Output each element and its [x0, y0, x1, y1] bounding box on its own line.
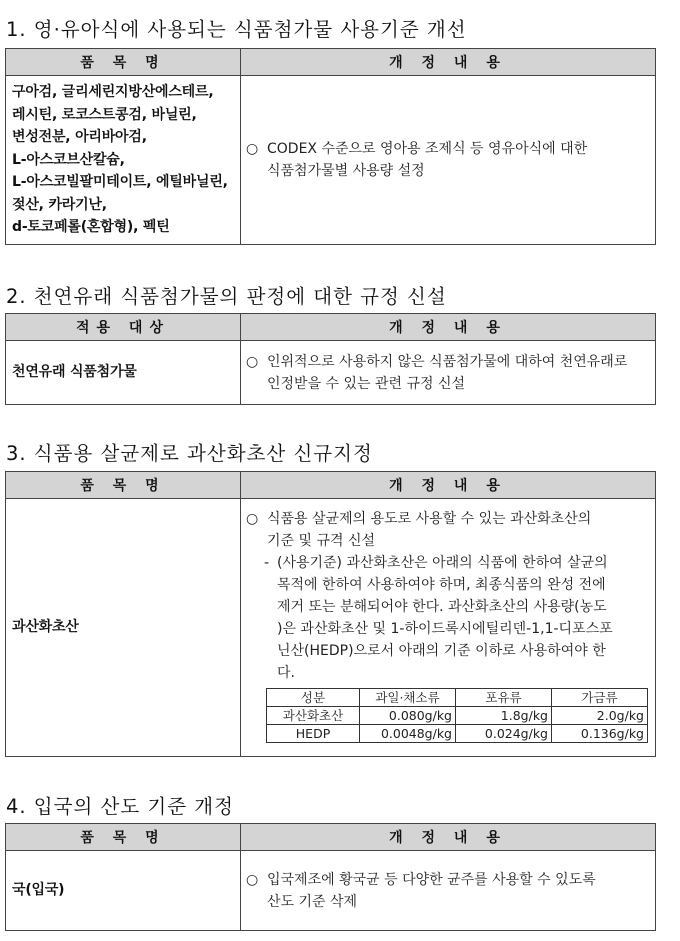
section-title-1: 1. 영·유아식에 사용되는 식품첨가물 사용기준 개선: [6, 18, 467, 41]
usage-limit-table: [266, 688, 648, 743]
header-target: 적용 대상: [6, 314, 241, 341]
sub-line: )은 과산화초산 및 1-하이드록시에틸리덴-1,1-디포스포: [277, 621, 613, 637]
item-line: L-아스코브산칼슘,: [12, 151, 125, 168]
table-row: [267, 707, 648, 725]
section-title-2: 2. 천연유래 식품첨가물의 판정에 대한 규정 신설: [6, 285, 447, 308]
item-cell: [6, 499, 241, 757]
table-cell: 1.8g/kg: [456, 707, 552, 725]
section-title-3: 3. 식품용 살균제로 과산화초산 신규지정: [6, 442, 373, 465]
item-cell: [6, 341, 241, 405]
bullet-line: 식품첨가물별 사용량 설정: [267, 163, 425, 179]
item-line: 젖산, 카라기난,: [12, 196, 107, 213]
col-header: 포유류: [456, 689, 552, 707]
sub-line: 제거 또는 분해되어야 한다. 과산화초산의 사용량(농도: [277, 599, 607, 615]
section-table-4: [5, 823, 656, 931]
table-cell: 0.024g/kg: [456, 725, 552, 743]
bullet-line: 인정받을 수 있는 관련 규정 신설: [267, 375, 466, 392]
item-line: L-아스코빌팔미테이트, 에틸바닐린,: [12, 174, 228, 191]
bullet-line: 산도 기준 삭제: [267, 893, 358, 910]
circle-bullet-icon: ○: [246, 353, 259, 370]
sub-line: 목적에 한하여 사용하여야 하며, 최종식품의 완성 전에: [277, 577, 606, 593]
circle-bullet-icon: ○: [246, 511, 259, 527]
bullet-item: [246, 869, 649, 913]
usage-limit-header-row: [267, 689, 648, 707]
bullet-item: [246, 138, 649, 182]
bullet-item: [246, 351, 649, 395]
table-row: [267, 725, 648, 743]
circle-bullet-icon: ○: [246, 141, 259, 157]
col-header: 성분: [267, 689, 360, 707]
header-item-name: 품 목 명: [6, 824, 241, 851]
sub-bullet-item: [246, 552, 649, 684]
header-revision-content: 개 정 내 용: [241, 49, 656, 76]
table-cell: 과산화초산: [267, 707, 360, 725]
item-line: d-토코페롤(혼합형), 펙틴: [12, 219, 170, 236]
table-cell: 2.0g/kg: [552, 707, 648, 725]
section-table-3: [5, 471, 656, 757]
section-title-4: 4. 입국의 산도 기준 개정: [6, 795, 234, 818]
item-line: 구아검, 글리세린지방산에스테르,: [12, 84, 214, 101]
bullet-line: 식품용 살균제의 용도로 사용할 수 있는 과산화초산의: [267, 511, 592, 527]
dash-bullet-icon: -: [264, 555, 270, 571]
header-item-name: 품 목 명: [6, 472, 241, 499]
content-cell: [241, 499, 656, 757]
header-revision-content: 개 정 내 용: [241, 314, 656, 341]
bullet-item: [246, 508, 649, 552]
bullet-line: CODEX 수준으로 영아용 조제식 등 영유아식에 대한: [267, 141, 588, 157]
sub-line: (사용기준) 과산화초산은 아래의 식품에 한하여 살균의: [277, 555, 608, 571]
item-line: 과산화초산: [12, 619, 79, 636]
header-item-name: 품 목 명: [6, 49, 241, 76]
bullet-line: 인위적으로 사용하지 않은 식품첨가물에 대하여 천연유래로: [267, 353, 628, 370]
bullet-line: 입국제조에 황국균 등 다양한 균주를 사용할 수 있도록: [267, 871, 596, 888]
section-table-2: [5, 313, 656, 405]
header-revision-content: 개 정 내 용: [241, 824, 656, 851]
item-line: 레시틴, 로코스트콩검, 바닐린,: [12, 106, 197, 123]
header-revision-content: 개 정 내 용: [241, 472, 656, 499]
table-cell: 0.080g/kg: [360, 707, 456, 725]
col-header: 가금류: [552, 689, 648, 707]
sub-line: 닌산(HEDP)으로서 아래의 기준 이하로 사용하여야 한: [277, 643, 606, 659]
content-cell: [241, 851, 656, 931]
item-cell: [6, 851, 241, 931]
section-table-1: [5, 48, 656, 245]
table-cell: 0.136g/kg: [552, 725, 648, 743]
circle-bullet-icon: ○: [246, 871, 259, 888]
item-line: 국(입국): [12, 882, 65, 899]
col-header: 과일·채소류: [360, 689, 456, 707]
table-cell: HEDP: [267, 725, 360, 743]
item-line: 천연유래 식품첨가물: [12, 364, 137, 381]
bullet-line: 기준 및 규격 신설: [267, 533, 376, 549]
content-cell: [241, 76, 656, 245]
sub-line: 다.: [277, 665, 295, 681]
content-cell: [241, 341, 656, 405]
table-cell: 0.0048g/kg: [360, 725, 456, 743]
item-line: 변성전분, 아리바아검,: [12, 129, 147, 146]
item-cell: [6, 76, 241, 245]
